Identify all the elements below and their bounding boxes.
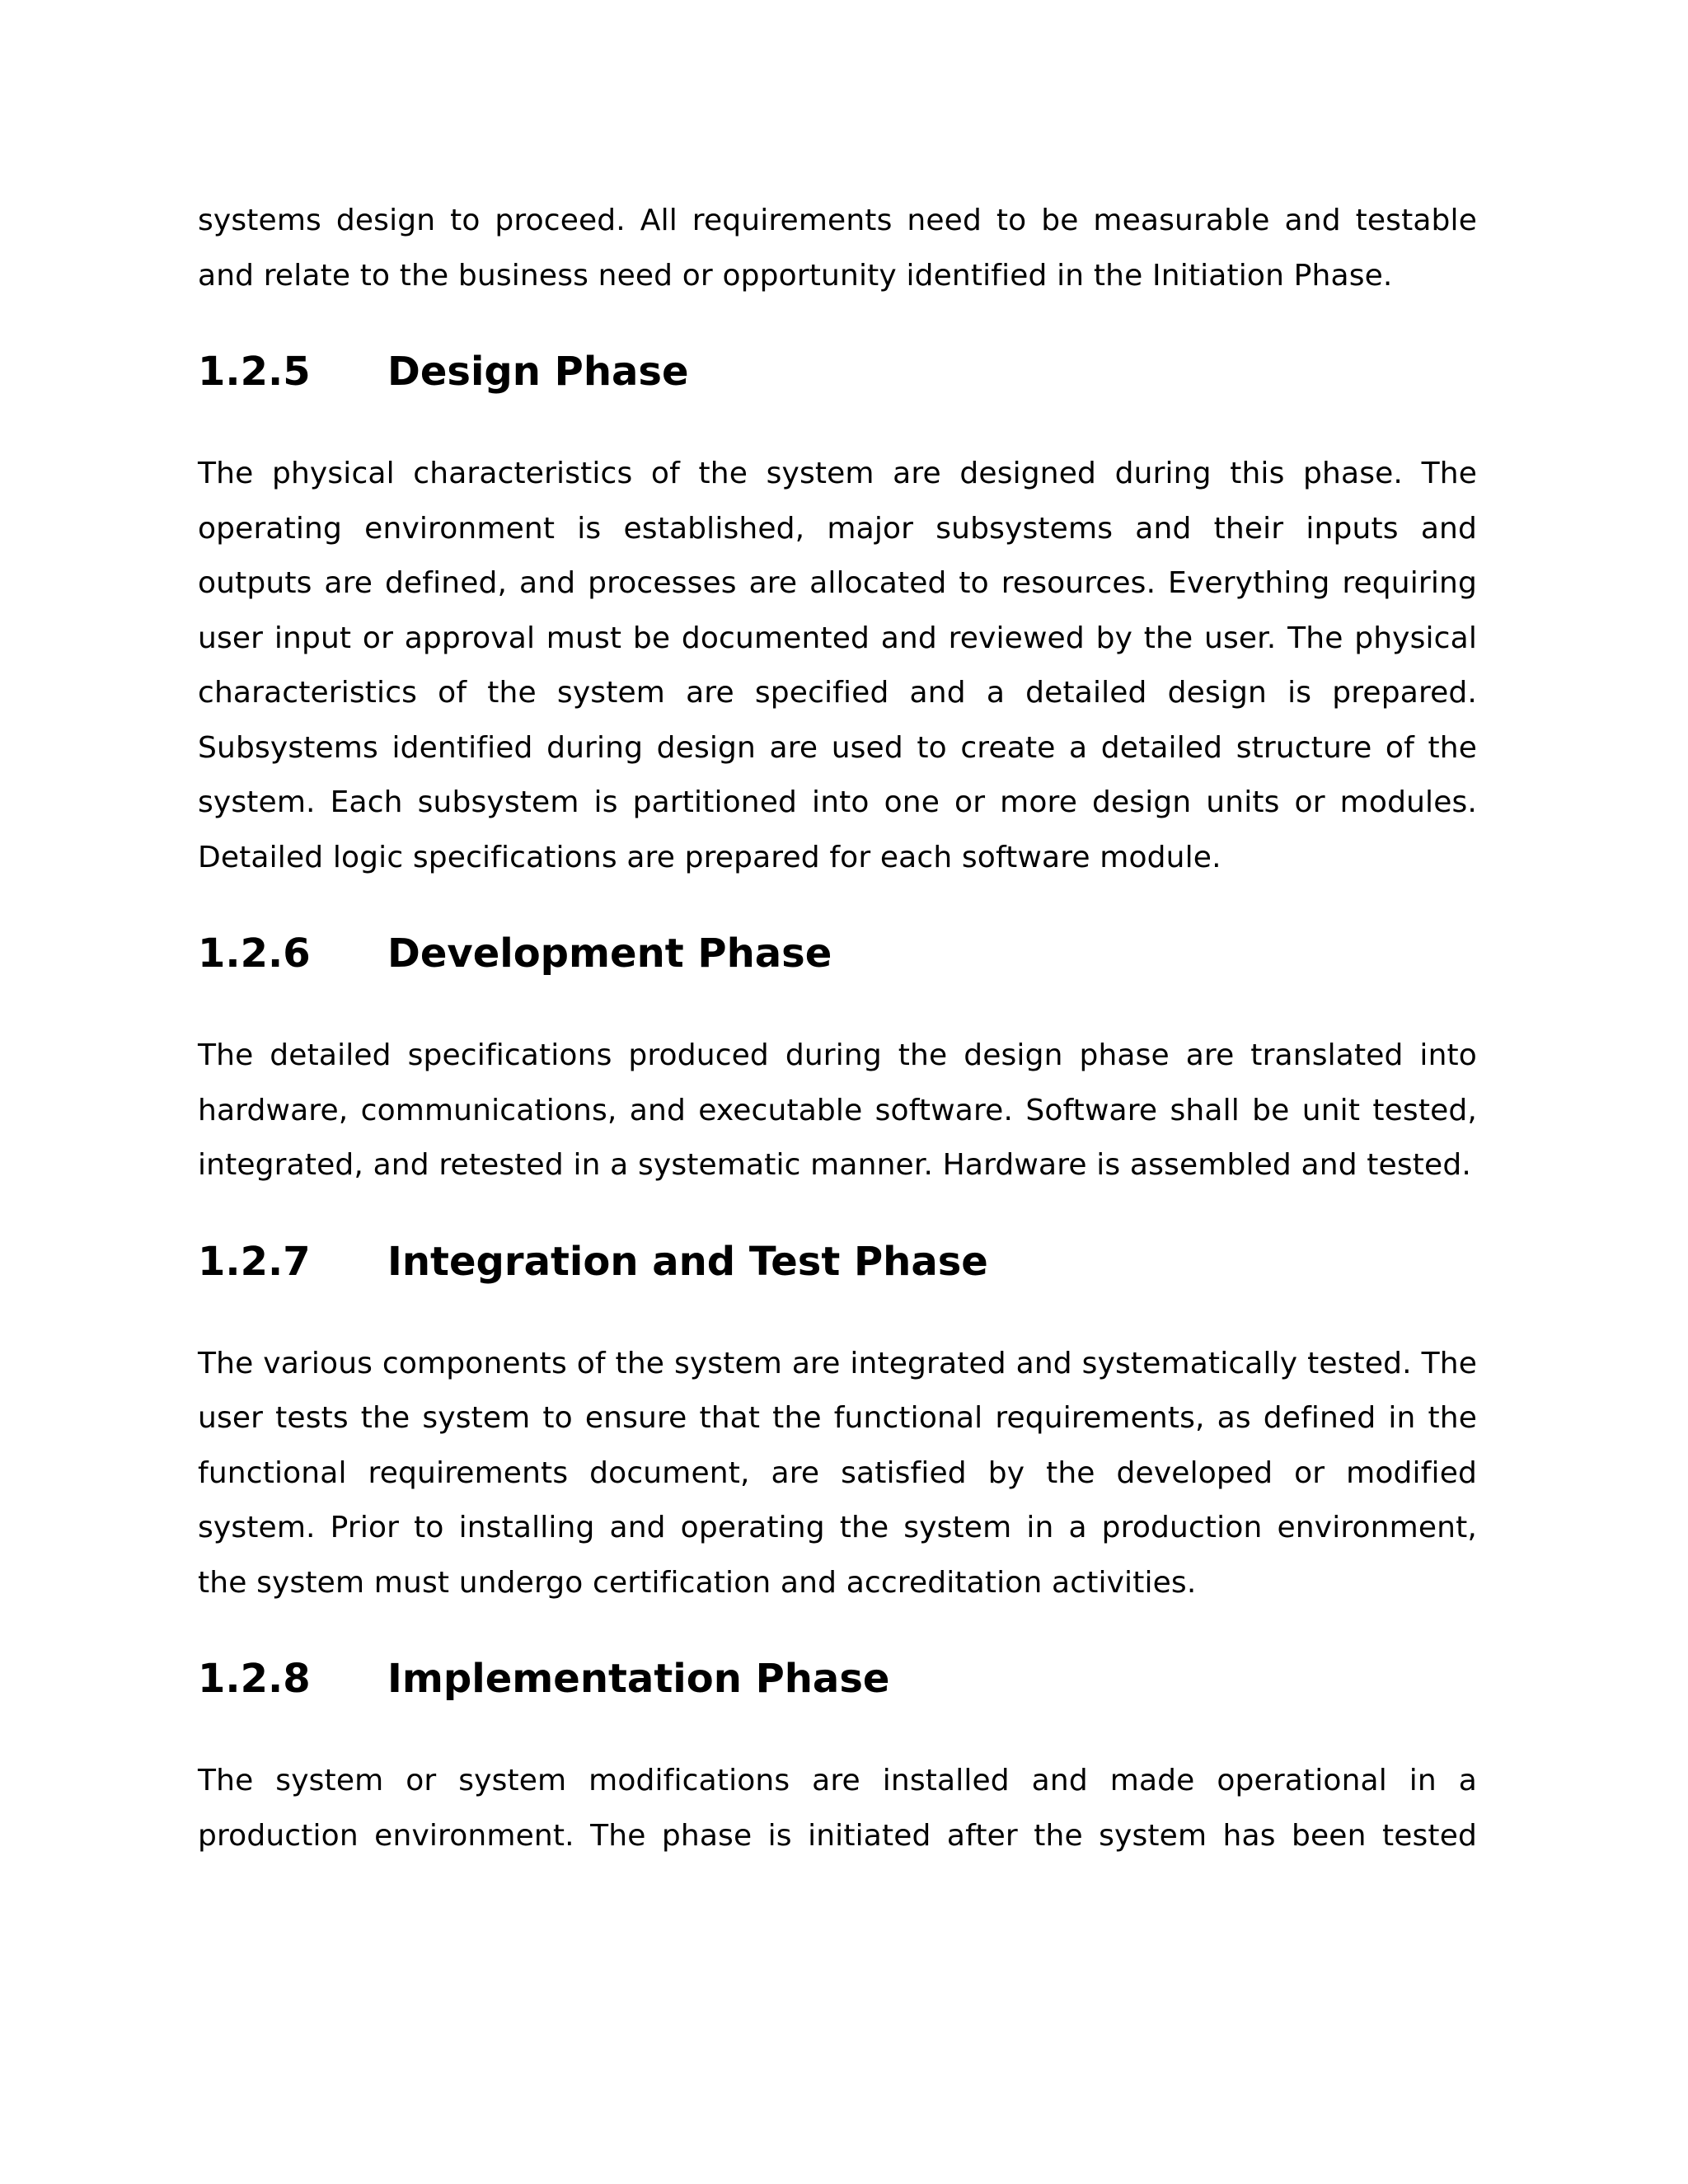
section-body-1-2-7: The various components of the system are integrated and systematically tested. The user tests the system to ensure that the functional requirements, as defined in the functional requirements document, are satisfied by the developed or modified system. Prior to installing and operating the system in a production environment, the system must undergo certification and accreditation activities. — [198, 1346, 1477, 1600]
section-heading-1-2-6 — [198, 926, 1477, 981]
spacer — [198, 885, 1477, 926]
section-heading-1-2-5 — [198, 344, 1477, 399]
spacer — [198, 1193, 1477, 1235]
section-title: Integration and Test Phase — [387, 1238, 988, 1285]
section-heading-1-2-8 — [198, 1652, 1477, 1706]
section-title: Development Phase — [387, 930, 832, 977]
section-body-1-2-5: The physical characteristics of the system are designed during this phase. The operating environment is established, major subsystems and their inputs and outputs are defined, and processes are allocated to resources. Everything requiring user input or approval must be documented and reviewed by the user. The physical characteristics of the system are specified and a detailed design is prepared. Subsystems identified during design are used to create a detailed structure of the system. Each subsystem is partitioned into one or more design units or modules. Detailed logic specifications are prepared for each software module. — [198, 457, 1477, 874]
spacer — [198, 981, 1477, 1029]
section-title: Design Phase — [387, 349, 689, 395]
section-body-1-2-8: The system or system modifications are installed and made operational in a production environment. The phase is initiated after the system has been tested — [198, 1764, 1477, 1853]
spacer — [198, 1706, 1477, 1754]
section-heading-1-2-7 — [198, 1235, 1477, 1289]
spacer — [198, 303, 1477, 344]
spacer — [198, 1610, 1477, 1652]
spacer — [198, 399, 1477, 447]
spacer — [198, 1289, 1477, 1337]
section-number: 1.2.5 — [198, 349, 311, 395]
section-number: 1.2.7 — [198, 1238, 311, 1285]
section-body-1-2-6: The detailed specifications produced during the design phase are translated into hardware, communications, and executable software. Software shall be unit tested, integrated, and retested in a systematic manner. Hardware is assembled and tested. — [198, 1038, 1477, 1182]
section-number: 1.2.8 — [198, 1656, 311, 1702]
section-title: Implementation Phase — [387, 1656, 890, 1702]
document-page — [198, 194, 1477, 1863]
section-number: 1.2.6 — [198, 930, 311, 977]
intro-paragraph: systems design to proceed. All requirements need to be measurable and testable and relate to the business need or opportunity identified in the Initiation Phase. — [198, 204, 1477, 293]
